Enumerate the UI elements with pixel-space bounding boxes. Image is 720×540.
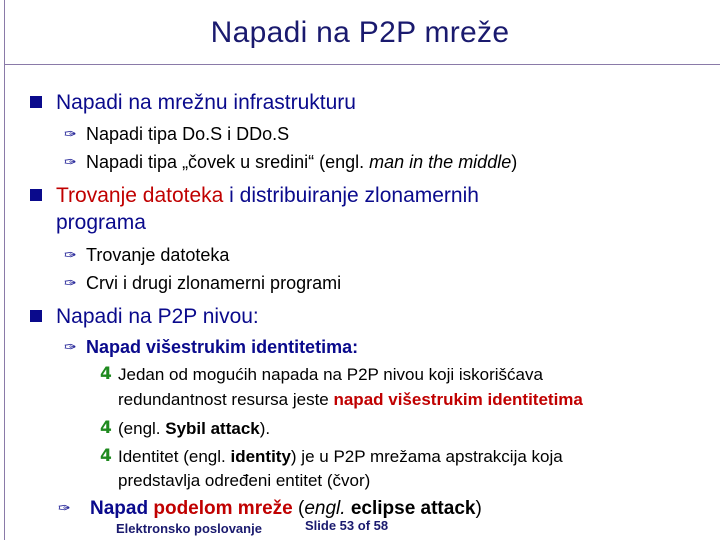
bullet-text: Napadi na mrežnu infrastrukturu <box>56 91 356 114</box>
slide-title: Napadi na P2P mreže <box>210 16 510 49</box>
bullet-text: Jedan od mogućih napada na P2P nivou koji iskorišćava <box>118 365 543 384</box>
footer-course-name: Elektronsko poslovanje <box>116 521 262 536</box>
left-border-line <box>4 0 5 540</box>
bullet-text: Napadi tipa Do.S i DDo.S <box>86 124 290 144</box>
pen-bullet-icon: ✑ <box>64 125 77 143</box>
bullet-text: (engl. Sybil attack). <box>118 419 271 438</box>
bullet-text: Crvi i drugi zlonamerni programi <box>86 273 342 293</box>
numbered-bullet-icon: 4 <box>100 418 112 438</box>
bullet-text: Napadi tipa „čovek u sredini“ (engl. man in the middle) <box>86 152 518 172</box>
square-bullet-icon <box>30 189 42 201</box>
bullet-text: redundantnost resursa jeste napad višestrukim identitetima <box>118 390 583 409</box>
pen-bullet-icon: ✑ <box>64 274 77 292</box>
title-divider <box>4 64 720 65</box>
bullet-text: predstavlja određeni entitet (čvor) <box>118 471 371 490</box>
pen-bullet-icon: ✑ <box>64 153 77 171</box>
numbered-bullet-icon: 4 <box>100 446 112 466</box>
bullet-text: Napad višestrukim identitetima: <box>86 337 359 357</box>
bullet-text: Napad podelom mreže (engl. eclipse attack) <box>90 498 482 519</box>
pen-bullet-icon: ✑ <box>58 499 71 517</box>
footer-slide-number: Slide 53 of 58 <box>305 518 389 533</box>
pen-bullet-icon: ✑ <box>64 246 77 264</box>
square-bullet-icon <box>30 310 42 322</box>
bullet-text: Identitet (engl. identity) je u P2P mrežama apstrakcija koja <box>118 447 563 466</box>
pen-bullet-icon: ✑ <box>64 338 77 356</box>
bullet-text: Trovanje datoteka i distribuiranje zlonamernih <box>56 184 479 207</box>
square-bullet-icon <box>30 96 42 108</box>
bullet-text: programa <box>56 211 146 234</box>
bullet-text: Trovanje datoteka <box>86 245 230 265</box>
numbered-bullet-icon: 4 <box>100 364 112 384</box>
bullet-text: Napadi na P2P nivou: <box>56 305 259 328</box>
